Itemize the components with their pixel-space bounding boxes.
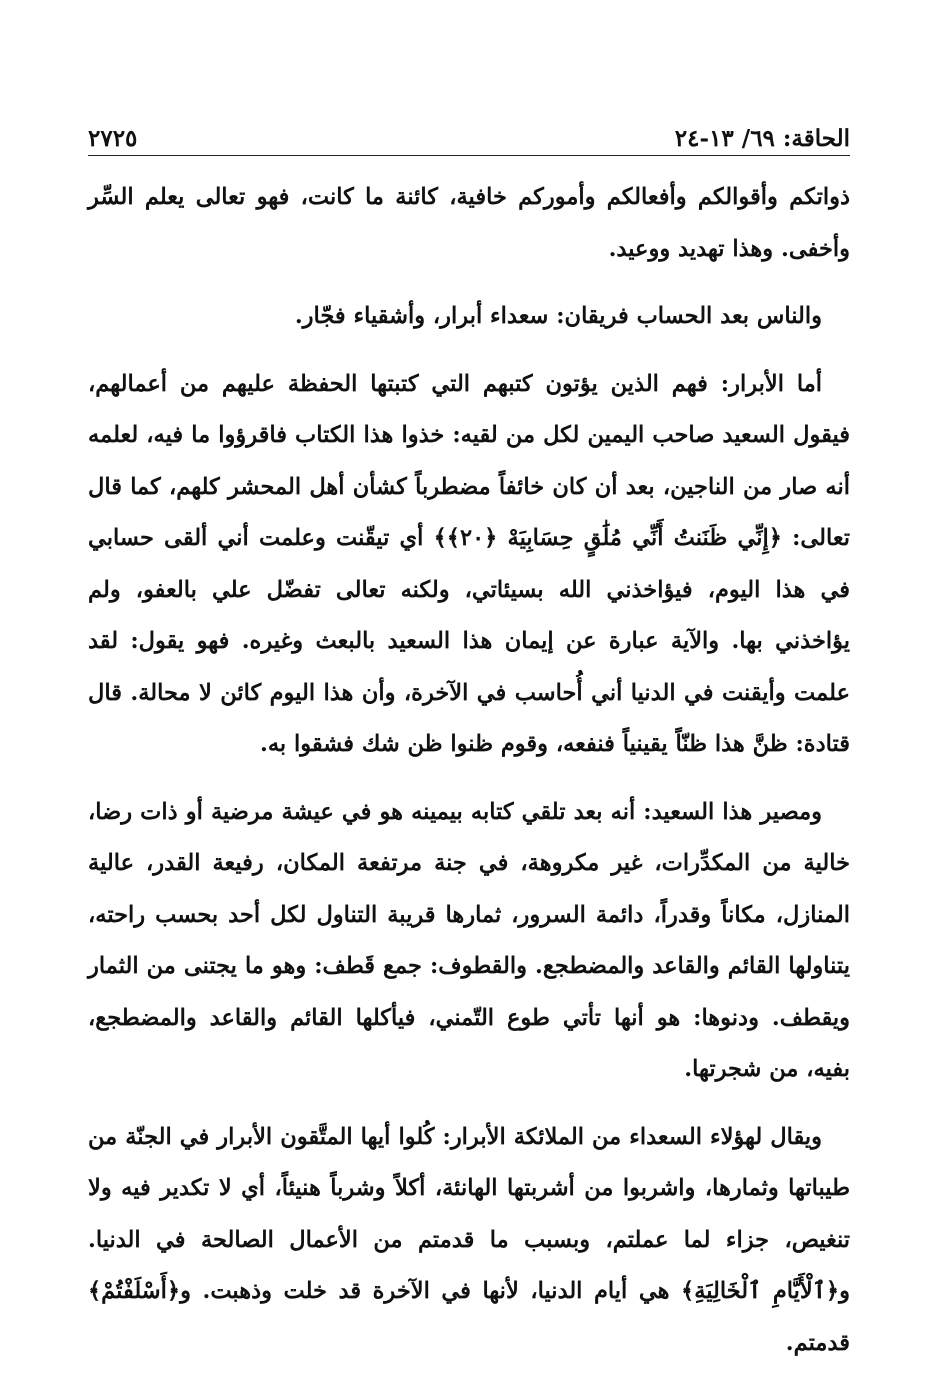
header-rule <box>88 155 850 156</box>
surah-reference: الحاقة: ٦٩/ ١٣-٢٤ <box>674 125 850 152</box>
paragraph-2: والناس بعد الحساب فريقان: سعداء أبرار، وأشقياء فجّار. <box>294 303 822 329</box>
paragraph-4: ومصير هذا السعيد: أنه بعد تلقي كتابه بيمينه هو في عيشة مرضية أو ذات رضا، خالية من المكدِّرات، غير مكروهة، في جنة مرتفعة المكان، رفيعة القدر، عالية المنازل، مكاناً وقدراً، دائمة السرور، ثمارها قريبة التناول لكل أحد بحسب راحته، يتناولها القائم والقاعد والمضطجع. والقطوف: جمع قَطف: وهو ما يجتنى من الثمار ويقطف. ودنوها: هو أنها تأتي طوع التّمني، فيأكلها القائم والقاعد والمضطجع، بفيه، من شجرتها. <box>88 798 850 1082</box>
page-header <box>88 112 850 152</box>
page-body <box>88 172 850 1385</box>
paragraph-1: ذواتكم وأقوالكم وأفعالكم وأموركم خافية، كائنة ما كانت، فهو تعالى يعلم السِّر وأخفى. وهذا تهديد ووعيد. <box>88 184 850 262</box>
page-number: ٢٧٢٥ <box>88 125 138 152</box>
paragraph-5: ويقال لهؤلاء السعداء من الملائكة الأبرار: كُلوا أيها المتَّقون الأبرار في الجنّة من طيباتها وثمارها، واشربوا من أشربتها الهانئة، أكلاً وشرباً هنيئاً، أي لا تكدير فيه ولا تنغيص، جزاء لما عملتم، وبسبب ما قدمتم من الأعمال الصالحة في الدنيا. و﴿ٱلْأَيَّامِ ٱلْخَالِيَةِ﴾ هي أيام الدنيا، لأنها في الآخرة قد خلت وذهبت. و﴿أَسْلَفْتُمْ﴾ قدمتم. <box>88 1123 850 1356</box>
paragraph-3: أما الأبرار: فهم الذين يؤتون كتبهم التي كتبتها الحفظة عليهم من أعمالهم، فيقول السعيد صاحب اليمين لكل من لقيه: خذوا هذا الكتاب فاقرؤوا ما فيه، لعلمه أنه صار من الناجين، بعد أن كان خائفاً مضطرباً كشأن أهل المحشر كلهم، كما قال تعالى: ﴿إِنِّي ظَنَنتُ أَنِّي مُلَٰقٍ حِسَابِيَهْ ﴿٢٠﴾﴾ أي تيقّنت وعلمت أني ألقى حسابي في هذا اليوم، فيؤاخذني الله بسيئاتي، ولكنه تعالى تفضّل علي بالعفو، ولم يؤاخذني بها. والآية عبارة عن إيمان هذا السعيد بالبعث وغيره. فهو يقول: لقد علمت وأيقنت في الدنيا أني أُحاسب في الآخرة، وأن هذا اليوم كائن لا محالة. قال قتادة: ظنَّ هذا ظنّاً يقينياً فنفعه، وقوم ظنوا ظن شك فشقوا به. <box>88 370 850 757</box>
